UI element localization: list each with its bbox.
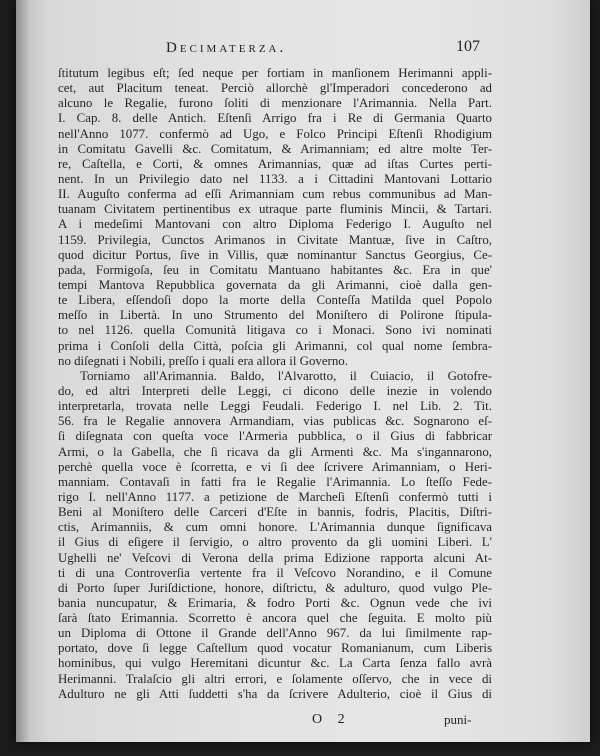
text-line: quod dicitur Portus, ſive in Villis, quæ nominantur Sanctus Georgius, Ce- <box>58 247 492 262</box>
text-line: tuanam Civitatem pertinentibus ex utraque parte fluminis Mincii, & Tartari. <box>58 202 492 217</box>
text-line: meſſo in Libertà. In uno Strumento del Moniſtero di Polirone ſtipula- <box>58 308 492 323</box>
book-page <box>16 0 590 742</box>
text-line: do, ed altri Interpreti delle Leggi, ci dicono delle inezie in volendo <box>58 383 492 398</box>
text-line: ſtitutum legibus eſt; ſed neque per fortiam in manſionem Herimanni appli- <box>58 66 492 80</box>
text-line: no diſegnati i Nobili, preſſo i quali era allora il Governo. <box>58 353 348 368</box>
page-edge-shade <box>550 0 590 742</box>
text-line: Herimanni. Tralaſcio gli altri errori, e ſolamente oſſervo, che in vece di <box>58 671 492 686</box>
text-line: Beni al Moniſtero delle Carceri d'Eſte in bannis, fodris, Placitis, Diſtri- <box>58 505 492 520</box>
body-text <box>58 66 492 702</box>
text-line: cet, aut Placitum teneat. Perciò allorchè gl'Imperadori concederono ad <box>58 81 492 96</box>
text-line: to nel 1126. quella Comunità litigava co i Monaci. Sono ivi nominati <box>58 323 492 338</box>
catchword: puni- <box>444 712 472 727</box>
text-line: nell'Anno 1077. confermò ad Ugo, e Folco Principi Eſtenſi Rhodigium <box>58 126 492 141</box>
text-line: hominibus, qui vulgo Heremitani dicuntur &c. La Carta ſenza fallo avrà <box>58 656 492 671</box>
text-line: in Comitatu Gavelli &c. Comitatum, & Arimanniam; ed altre molte Ter- <box>58 141 492 156</box>
text-line: te Libera, eſſendoſi dopo la morte della Conteſſa Matilda quel Popolo <box>58 293 492 308</box>
page-number: 107 <box>456 38 480 55</box>
text-line: A i medeſimi Mantovani con altro Diploma Federigo I. Auguſto nel <box>58 217 492 232</box>
text-line: perchè quella voce è ſcorretta, e vi ſi dee ſcrivere Arimanniam, o Heri- <box>58 459 492 474</box>
text-line: nent. In un Privilegio dato nel 1133. a i Cittadini Mantovani Lottario <box>58 171 492 186</box>
text-line: ctis, Arimanniis, & cum omni honore. L'Arimannia dunque ſignificava <box>58 520 492 535</box>
text-line: I. Cap. 8. delle Antich. Eſtenſi Arrigo fra i Re di Germania Quarto <box>58 111 492 126</box>
text-line: bania nuncupatur, & Erimaria, & fodro Porti &c. Ognun vede che ivi <box>58 595 492 610</box>
text-line: 1159. Privilegia, Cunctos Arimanos in Civitate Mantuæ, ſive in Caſtro, <box>58 232 492 247</box>
text-line: portato, dove ſi legge Caſtellum quod vocatur Romanianum, cum Liberis <box>58 641 492 656</box>
signature-mark: O 2 <box>312 712 351 727</box>
text-line: rigo I. nell'Anno 1177. a petizione de Marcheſi Eſtenſi confermò tutti i <box>58 489 492 504</box>
text-line: Armi, o la Gabella, che ſi ricava da gli Armenti &c. Ma s'ingannarono, <box>58 444 492 459</box>
text-line: re, Caſtella, e Corti, & omnes Arimannias, quæ ad iſtas Curtes perti- <box>58 156 492 171</box>
text-line: il Gius di eſigere il ſervigio, o altro provento da gli uomini Liberi. L' <box>58 535 492 550</box>
text-line: ti di una Controverſia vertente fra il Veſcovo Norandino, e il Comune <box>58 565 492 580</box>
text-line: prima i Conſoli della Città, poſcia gli Arimanni, col qual nome ſembra- <box>58 338 492 353</box>
text-line: alcuno le Regalie, furono ſoliti di menzionare l'Arimannia. Nella Part. <box>58 96 492 111</box>
text-line: Torniamo all'Arimannia. Baldo, l'Alvarotto, il Cuiacio, il Gotofre- <box>80 368 492 383</box>
running-title: Decimaterza. <box>166 40 287 56</box>
text-line: Adulturo ne gli Atti ſuddetti s'ha da ſcrivere Adulterio, cioè il Gius di <box>58 686 492 701</box>
text-line: Ughelli ne' Veſcovi di Verona della prima Edizione rapporta alcuni At- <box>58 550 492 565</box>
text-line: un Diploma di Ottone il Grande dell'Anno 967. da lui ſimilmente rap- <box>58 626 492 641</box>
text-line: pada, Formigoſa, ſeu in Comitatu Mantuano habitantes &c. Era in que' <box>58 262 492 277</box>
text-line: di Porto ſuper Juriſdictione, honore, diſtrictu, & adulturo, quod vulgo Ple- <box>58 580 492 595</box>
text-line: ſi diſegnata con queſta voce l'Armeria pubblica, o il Gius di fabbricar <box>58 429 492 444</box>
text-line: ſarà ſtato Erimannia. Scorretto è ancora quel che ſeguita. E molto più <box>58 611 492 626</box>
text-line: manniam. Contavaſi in fatti fra le Regalie l'Arimannia. Lo ſteſſo Fede- <box>58 474 492 489</box>
text-line: 56. fra le Regalie annovera Armandiam, vias publicas &c. Sognarono eſ- <box>58 414 492 429</box>
text-line: interpretarla, trovata nelle Leggi Feudali. Federigo I. nel Lib. 2. Tit. <box>58 399 492 414</box>
text-line: tempi Mantova Repubblica governata da gli Arimanni, cioè dalla gen- <box>58 277 492 292</box>
text-line: II. Auguſto conferma ad eſſi Arimanniam cum rebus communibus ad Man- <box>58 187 492 202</box>
page-gutter-shadow <box>16 0 30 742</box>
